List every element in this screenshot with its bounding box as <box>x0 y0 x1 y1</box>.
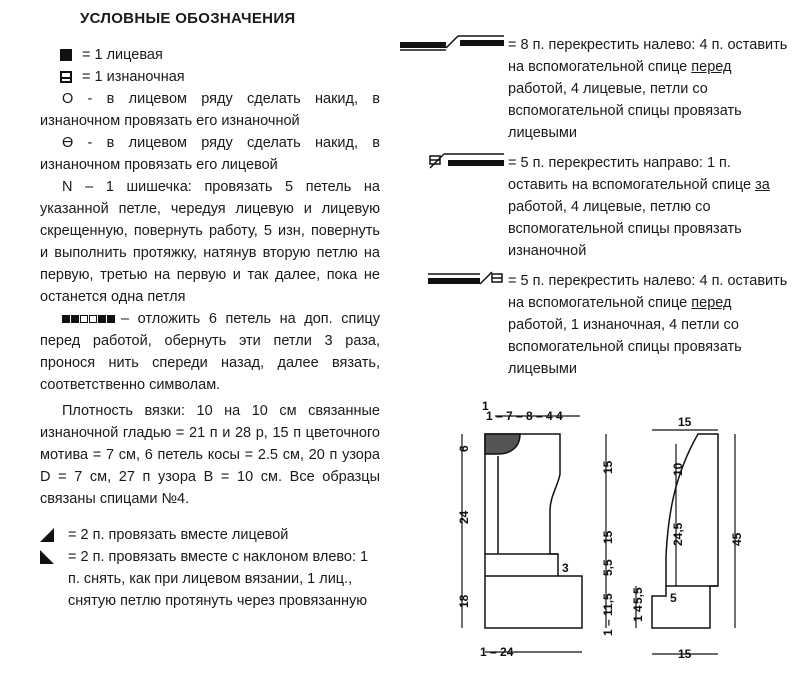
legend-k2tog <box>40 524 380 546</box>
cable-item <box>398 34 790 144</box>
knit-symbol-icon <box>60 49 72 61</box>
legend-yo-purl: О - в лицевом ряду сделать накид, в изнаночном провязать его изнаночной <box>40 91 380 129</box>
diagram-label: 5,5 <box>631 587 645 604</box>
diagram-label: 1 <box>482 399 489 413</box>
legend-yo-knit: Ө - в лицевом ряду сделать накид, в изнаночном провязать его лицевой <box>40 135 380 173</box>
diagram-label: 1 – 11,5 <box>601 593 615 636</box>
legend-bobble: N – 1 шишечка: провязать 5 петель на указанной петле, чередуя лицевую и лицевую скрещенную, повернуть работу, 5 изн, повернуть и выполнить протяжку, натянув вторую петлю на первую, третью на первую и так далее, пока не останется одна петля <box>40 179 380 305</box>
diagram-label: 5,5 <box>601 559 615 576</box>
cable-item <box>398 270 790 380</box>
legend-wrap <box>40 308 380 396</box>
cable-item <box>398 152 790 262</box>
diagram-label: 45 <box>730 532 744 546</box>
diagram-label: 10 <box>671 462 685 476</box>
legend-wrap-text: – отложить 6 петель на доп. спицу перед работой, обернуть эти петли 3 раза, пронося нить спереди назад, далее вязать, соответственно символам. <box>40 311 380 393</box>
diagram-label: 24 <box>457 510 471 524</box>
diagram-label: 15 <box>601 460 615 474</box>
legend-purl-text: = 1 изнаночная <box>82 69 185 85</box>
legend-purl <box>60 66 380 88</box>
legend-knit-text: = 1 лицевая <box>82 47 163 63</box>
legend-ssk <box>40 546 380 612</box>
page-title: УСЛОВНЫЕ ОБОЗНАЧЕНИЯ <box>80 10 296 27</box>
diagram-label: 5 <box>670 591 677 605</box>
diagram-label: 6 <box>457 445 471 452</box>
legend-knit <box>60 44 380 66</box>
schematic-diagram <box>440 396 790 686</box>
diagram-label: 15 <box>601 530 615 544</box>
diagram-label: 15 <box>678 415 692 429</box>
diagram-label: 15 <box>678 647 692 661</box>
ssk-symbol-icon <box>40 550 54 564</box>
legend-k2tog-text: = 2 п. провязать вместе лицевой <box>68 527 289 543</box>
diagram-label: 1 – 24 <box>480 645 514 659</box>
diagram-label: 1 – 7 – 8 – 4 4 <box>486 409 563 423</box>
legend-column <box>40 8 380 612</box>
diagram-label: 1 4 <box>631 605 645 622</box>
cable-text-1: = 8 п. перекрестить налево: 4 п. оставить на вспомогательной спице перед работой, 4 лицевые, петли со вспомогательной спицы провязать лицевыми <box>508 37 788 141</box>
cables-column <box>398 34 790 388</box>
sleeve-piece <box>652 434 718 628</box>
diagram-label: 18 <box>457 594 471 608</box>
cable-text-2: = 5 п. перекрестить направо: 1 п. оставить на вспомогательной спице за работой, 4 лицевые, петлю со вспомогательной спицы провязать изнаночной <box>508 155 770 259</box>
purl-symbol-icon <box>60 71 72 83</box>
cable-text-3: = 5 п. перекрестить налево: 4 п. оставить на вспомогательной спице перед работой, 1 изнаночная, 4 петли со вспомогательной спицы провязать лицевыми <box>508 273 788 377</box>
front-piece <box>485 434 582 628</box>
wrap-symbol-icon <box>62 315 115 323</box>
k2tog-symbol-icon <box>40 528 54 542</box>
diagram-label: 24,5 <box>671 522 685 546</box>
cable-right-5-icon <box>398 152 508 172</box>
legend-gauge: Плотность вязки: 10 на 10 см связанные изнаночной гладью = 21 п и 28 р, 15 п цветочного мотива = 7 см, 6 петель косы = 2.5 см, 20 п узора D = 7 см, 27 п узора B = 10 см. Все образцы связаны спицами №4. <box>40 403 380 507</box>
legend-ssk-text: = 2 п. провязать вместе с наклоном влево: 1 п. снять, как при лицевом вязании, 1 лиц., снятую петлю протянуть через провязанную <box>68 549 369 609</box>
diagram-label: 3 <box>562 561 569 575</box>
cable-left-5-icon <box>398 270 508 290</box>
cable-left-8-icon <box>398 34 508 54</box>
